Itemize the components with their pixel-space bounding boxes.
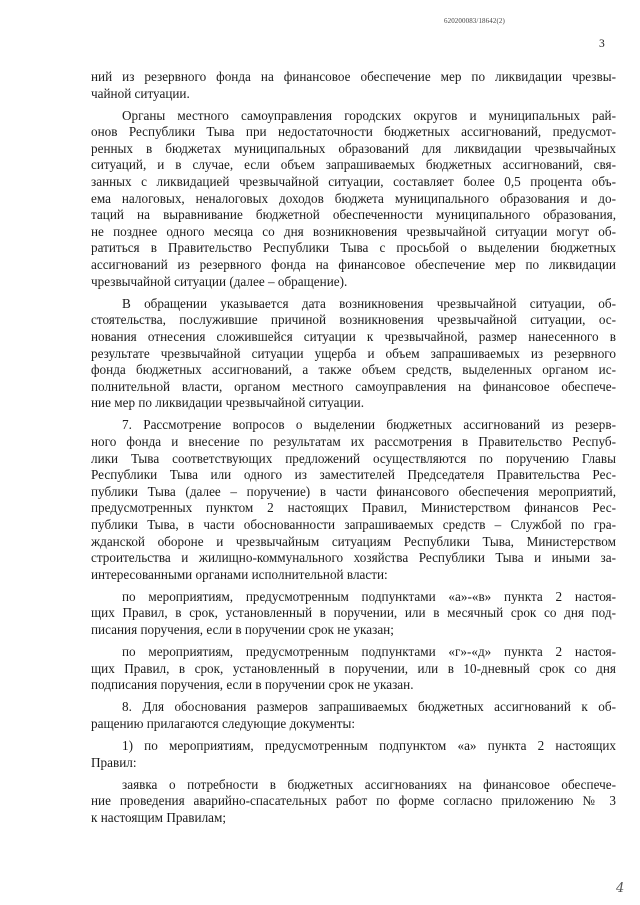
text-line: Правил: (91, 754, 137, 770)
text-line: 8. Для обоснования размеров запрашиваемых бюджетных ассигнований к об- (122, 699, 616, 715)
text-line: нования отнесения сложившейся ситуации к чрезвычайной, размер нанесенного в (91, 328, 616, 344)
text-line: по мероприятиям, предусмотренным подпунктами «а»-«в» пункта 2 настоя- (122, 588, 616, 604)
text-line: строительства и жилищно-коммунального хозяйства Республики Тыва и иными за- (91, 550, 616, 566)
text-line: 7. Рассмотрение вопросов о выделении бюджетных ассигнований из резерв- (122, 417, 616, 433)
paragraph-local-governments (91, 108, 616, 291)
text-line: ситуаций, и в случае, если объем запрашиваемых бюджетных ассигнований, свя- (91, 157, 616, 173)
text-line: онов Республики Тыва при недостаточности бюджетных ассигнований, предусмот- (91, 124, 616, 140)
document-body (91, 69, 616, 827)
text-line: занных с ликвидацией чрезвычайной ситуации, составляет более 0,5 процента объ- (91, 174, 616, 190)
text-line: заявка о потребности в бюджетных ассигнованиях на финансовое обеспече- (122, 776, 616, 792)
text-line: интересованными органами исполнительной власти: (91, 566, 388, 582)
paragraph-deadline-g-d (91, 644, 616, 694)
paragraph-application (91, 777, 616, 827)
text-line: публики Тыва (далее – поручение) в части финансового обеспечения мероприятий, (91, 483, 616, 499)
text-line: фонда бюджетных ассигнований, а также объем средств, выделенных органом ис- (91, 362, 616, 378)
text-line: лики Тыва соответствующих предложений осуществляются по поручению Главы (91, 450, 616, 466)
paragraph-item-1 (91, 738, 616, 771)
text-line: щих Правил, в срок, установленный в поручении, или в 10-дневный срок со дня (91, 660, 616, 676)
text-line: Органы местного самоуправления городских округов и муниципальных рай- (122, 107, 616, 123)
document-id: 620200083/18642(2) (444, 17, 505, 25)
text-line: результате чрезвычайной ситуации ущерба и объем запрашиваемых из резервного (91, 345, 616, 361)
text-line: таций на выравнивание бюджетной обеспеченности муниципального образования, (91, 207, 616, 223)
text-line: жданской обороне и чрезвычайным ситуациям Республики Тыва, Министерством (91, 533, 616, 549)
text-line: щих Правил, в срок, установленный в поручении, или в месячный срок со дня под- (91, 605, 616, 621)
text-line: публики Тыва, в части обоснованности запрашиваемых средств – Службой по гра- (91, 516, 616, 532)
text-line: чайной ситуации. (91, 85, 190, 101)
text-line: к настоящим Правилам; (91, 809, 227, 825)
text-line: полнительной власти, органом местного самоуправления на финансовое обеспече- (91, 378, 616, 394)
text-line: стоятельства, послужившие причиной возникновения чрезвычайной ситуации, ос- (91, 312, 616, 328)
text-line: ний из резервного фонда на финансовое обеспечение мер по ликвидации чрезвы- (91, 69, 616, 84)
paragraph-continuation (91, 69, 616, 102)
text-line: В обращении указывается дата возникновения чрезвычайной ситуации, об- (122, 295, 616, 311)
paragraph-section-8 (91, 699, 616, 732)
text-line: ема налоговых, неналоговых доходов бюджета муниципального образования и до- (91, 190, 616, 206)
paragraph-deadline-a-v (91, 589, 616, 639)
text-line: ассигнований из резервного фонда на финансовое обеспечение мер по ликвидации (91, 257, 616, 273)
text-line: ного фонда и внесение по результатам их рассмотрения в Правительство Респуб- (91, 433, 616, 449)
text-line: предусмотренных пунктом 2 настоящих Правил, Министерством финансов Рес- (91, 500, 616, 516)
text-line: не позднее одного месяца со дня возникновения чрезвычайной ситуации могут об- (91, 223, 616, 239)
text-line: ращению прилагаются следующие документы: (91, 715, 356, 731)
text-line: писания поручения, если в поручении срок не указан; (91, 622, 394, 637)
page-number: 3 (599, 38, 605, 50)
text-line: чрезвычайной ситуации (далее – обращение). (91, 273, 348, 289)
text-line: Республики Тыва или одного из заместителей Председателя Правительства Рес- (91, 467, 616, 483)
text-line: ние проведения аварийно-спасательных работ по форме согласно приложению № 3 (91, 793, 616, 809)
handwritten-page-mark: 4 (616, 881, 625, 896)
text-line: по мероприятиям, предусмотренным подпунктами «г»-«д» пункта 2 настоя- (122, 644, 616, 660)
text-line: подписания поручения, если в поручении срок не указан. (91, 677, 414, 693)
text-line: 1) по мероприятиям, предусмотренным подпунктом «а» пункта 2 настоящих (122, 738, 616, 754)
paragraph-section-7 (91, 417, 616, 583)
text-line: ратиться в Правительство Республики Тыва с просьбой о выделении бюджетных (91, 240, 616, 256)
text-line: ние мер по ликвидации чрезвычайной ситуации. (91, 395, 364, 411)
text-line: ренных в бюджетах муниципальных образований для ликвидации чрезвычайных (91, 140, 616, 156)
paragraph-appeal-contents (91, 296, 616, 412)
